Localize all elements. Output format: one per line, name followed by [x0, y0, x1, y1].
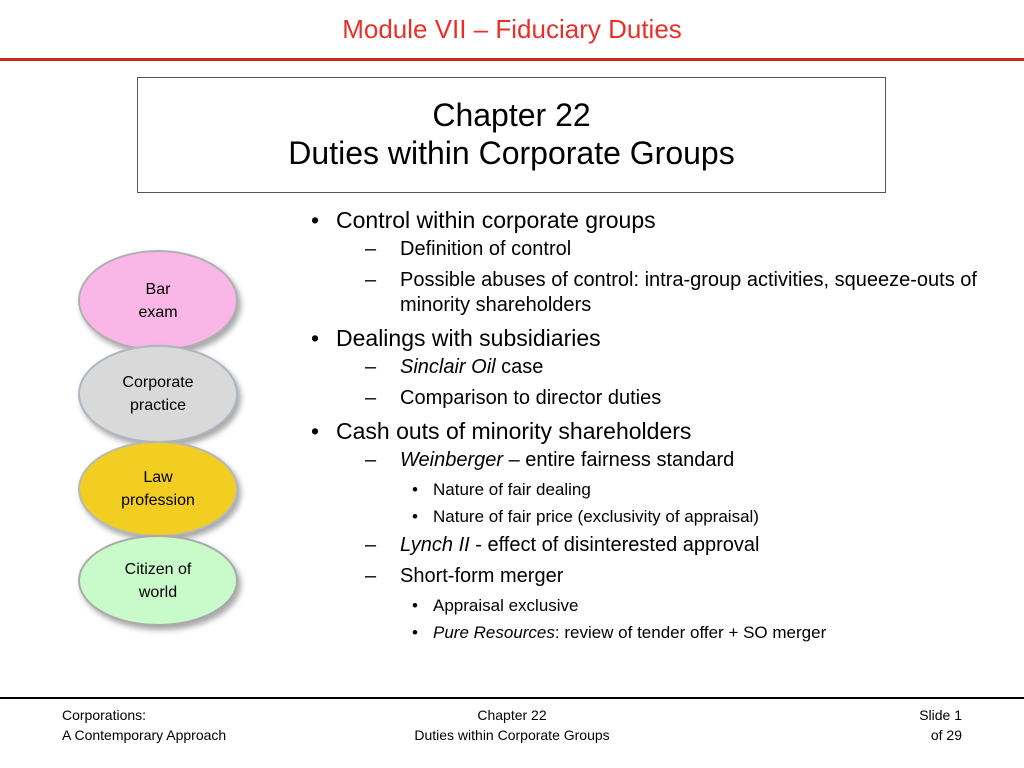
circle-label-line1: Corporate [122, 374, 194, 391]
sub-director-duties: – Comparison to director duties [308, 386, 1008, 411]
slide-outline [308, 206, 1008, 649]
subsub-fair-price: • Nature of fair price (exclusivity of appraisal) [308, 506, 1008, 528]
slide-title-chapter: Chapter 22 [432, 97, 591, 133]
sub-abuses-control: – Possible abuses of control: intra-group activities, squeeze-outs of minority shareholders [308, 268, 1008, 318]
case-desc: : review of tender offer + SO merger [554, 623, 827, 642]
subsub-appraisal-exclusive: • Appraisal exclusive [308, 595, 1008, 617]
case-name: Lynch II [400, 534, 470, 556]
subsub-fair-dealing: • Nature of fair dealing [308, 479, 1008, 501]
slide-title-box [137, 77, 886, 193]
circle-label-line2: exam [138, 303, 178, 321]
case-desc: - effect of disinterested approval [469, 534, 760, 556]
sub-sinclair-oil [308, 355, 1008, 380]
bullet-dealings-subsidiaries: • Dealings with subsidiaries [308, 324, 1008, 353]
subsub-pure-resources [308, 622, 1008, 644]
circle-label-line1: Law [143, 469, 173, 486]
footer-book-line1: Corporations: [62, 707, 147, 723]
footer-book-title [62, 705, 226, 745]
footer-chapter [312, 705, 712, 745]
circle-citizen-of-world [78, 535, 238, 626]
case-desc: – entire fairness standard [503, 449, 735, 471]
bullet-cash-outs: • Cash outs of minority shareholders [308, 417, 1008, 446]
header-divider [0, 58, 1024, 61]
case-name: Pure Resources [433, 623, 555, 642]
circle-label-line2: world [138, 583, 178, 601]
sub-lynch-ii [308, 533, 1008, 558]
circle-corporate-practice [78, 345, 238, 443]
slide-title-topic: Duties within Corporate Groups [288, 135, 735, 171]
circle-label-line1: Bar [145, 280, 171, 298]
footer-slide-line2: of 29 [930, 727, 962, 743]
module-title: Module VII – Fiduciary Duties [342, 14, 682, 44]
footer-divider [0, 697, 1024, 699]
footer-slide-number [919, 705, 962, 745]
sub-short-form-merger: – Short-form merger [308, 564, 1008, 589]
circle-bar-exam [78, 250, 238, 351]
case-name: Weinberger [400, 449, 504, 471]
footer-chapter-line2: Duties within Corporate Groups [414, 727, 610, 743]
circle-law-profession [78, 441, 238, 537]
circle-label-line2: profession [121, 492, 195, 509]
footer-slide-line1: Slide 1 [919, 707, 962, 723]
footer-book-line2: A Contemporary Approach [62, 727, 227, 743]
case-desc: case [495, 356, 544, 378]
sub-weinberger [308, 448, 1008, 473]
circle-label-line2: practice [129, 397, 187, 414]
bullet-control-groups: • Control within corporate groups [308, 206, 1008, 235]
case-name: Sinclair Oil [400, 356, 496, 378]
footer-chapter-line1: Chapter 22 [477, 707, 547, 723]
sub-definition-control: – Definition of control [308, 237, 1008, 262]
circle-label-line1: Citizen of [124, 560, 192, 578]
